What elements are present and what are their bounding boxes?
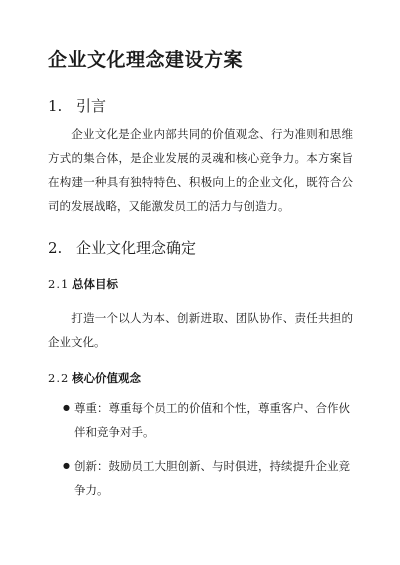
subsection-title: 核心价值观念 [72,371,141,385]
section-heading-introduction [48,96,106,116]
subsection-number: 2.1 [48,277,70,291]
subsection-number: 2.2 [48,371,70,385]
subsection-title: 总体目标 [72,277,118,291]
section-heading-culture-concept [48,238,196,258]
section-title: 企业文化理念确定 [76,239,197,257]
bullet-icon: ● [63,461,70,470]
list-item-text: 创新：鼓励员工大胆创新、与时俱进，持续提升企业竞争力。 [74,459,350,497]
subsection-heading-overall-goal [48,276,118,292]
list-item-text: 尊重：尊重每个员工的价值和个性，尊重客户、合作伙伴和竞争对手。 [74,401,350,439]
document-title: 企业文化理念建设方案 [48,49,244,71]
introduction-paragraph [48,122,353,218]
section-number: 2. [48,239,63,257]
paragraph-text: 企业文化是企业内部共同的价值观念、行为准则和思维方式的集合体，是企业发展的灵魂和核心竞争力。本方案旨在构建一种具有独特特色、积极向上的企业文化，既符合公司的发展战略，又能激发员工的活力与创造力。 [48,127,353,213]
paragraph-text: 打造一个以人为本、创新进取、团队协作、责任共担的企业文化。 [48,311,353,349]
subsection-heading-core-values [48,370,141,386]
section-number: 1. [48,97,63,115]
overall-goal-paragraph [48,306,353,354]
section-title: 引言 [76,97,107,115]
bullet-icon: ● [63,403,70,412]
